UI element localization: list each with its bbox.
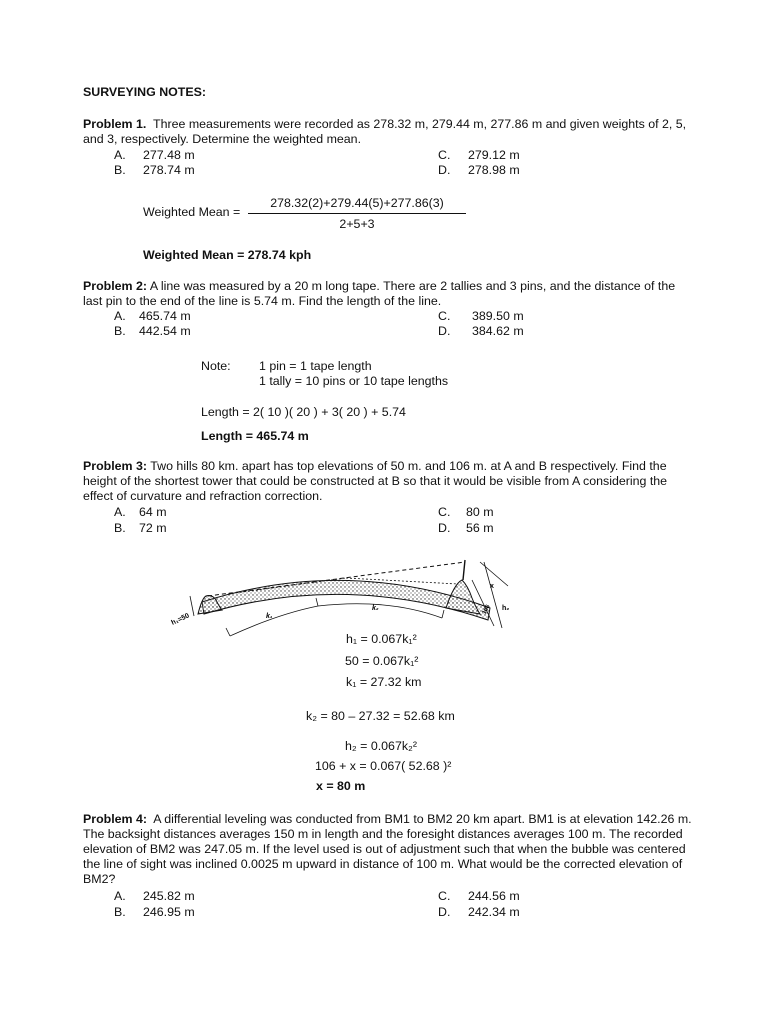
problem-3-statement [83, 459, 693, 504]
p2-choice-b-letter: B. [114, 324, 126, 338]
p3-answer: x = 80 m [316, 779, 366, 793]
p3-eq-4: k₂ = 80 – 27.32 = 52.68 km [306, 709, 455, 723]
p1-choice-d-letter: D. [438, 163, 451, 177]
p2-choice-d-letter: D. [438, 324, 451, 338]
p3-choice-a: 64 m [139, 505, 167, 519]
p2-calculation: Length = 2( 10 )( 20 ) + 3( 20 ) + 5.74 [201, 405, 406, 419]
p3-choice-b-letter: B. [114, 521, 126, 535]
page-heading: SURVEYING NOTES: [83, 85, 207, 99]
p2-choice-d: 384.62 m [472, 324, 524, 338]
problem-4-statement [83, 812, 693, 887]
p2-choice-a: 465.74 m [139, 309, 191, 323]
p1-choice-b: 278.74 m [143, 163, 195, 177]
p1-answer: Weighted Mean = 278.74 kph [143, 248, 312, 262]
p4-choice-c-letter: C. [438, 889, 451, 903]
p1-choice-c-letter: C. [438, 148, 451, 162]
p4-choice-b-letter: B. [114, 905, 126, 919]
p3-choice-c-letter: C. [438, 505, 451, 519]
problem-1-statement [83, 117, 693, 147]
problem-4-title: Problem 4: [83, 812, 148, 826]
problem-4-text: A differential leveling was conducted from BM1 to BM2 20 km apart. BM1 is at elevation 142.26 m. The backsight distances averages 150 m in length and the foresight distances averages 100 m. The recorded elevation of BM2 was 247.05 m. If the level used is out of adjustment such that when the bubble was centered the line of sight was inclined 0.0025 m upward in distance of 100 m. What would be the corrected elevation of BM2? [83, 812, 692, 886]
p1-formula-denominator: 2+5+3 [339, 217, 375, 231]
curvature-refraction-diagram [168, 558, 520, 640]
problem-1-title: Problem 1. [83, 117, 147, 131]
p1-choice-d: 278.98 m [468, 163, 520, 177]
p3-eq-6: 106 + x = 0.067( 52.68 )² [315, 759, 452, 773]
tower-line [463, 560, 465, 580]
p3-choice-d-letter: D. [438, 521, 451, 535]
p4-choice-a: 245.82 m [143, 889, 195, 903]
p1-choice-a-letter: A. [114, 148, 126, 162]
p1-weighted-mean-fraction [248, 196, 466, 231]
k2-dimension-line [318, 604, 442, 618]
p1-choice-b-letter: B. [114, 163, 126, 177]
problem-3-title: Problem 3: [83, 459, 148, 473]
p3-eq-2: 50 = 0.067k₁² [345, 654, 419, 668]
p3-choice-c: 80 m [466, 505, 494, 519]
p2-note-label: Note: [201, 359, 231, 373]
p3-choice-d: 56 m [466, 521, 494, 535]
p2-answer: Length = 465.74 m [201, 429, 309, 443]
label-k1: k₁ [266, 613, 273, 620]
p4-choice-d: 242.34 m [468, 905, 520, 919]
p1-choice-c: 279.12 m [468, 148, 520, 162]
problem-2-text: A line was measured by a 20 m long tape. There are 2 tallies and 3 pins, and the distance of the last pin to the end of the line is 5.74 m. Find the length of the line. [83, 279, 676, 308]
p3-eq-1: h₁ = 0.067k₁² [346, 632, 417, 646]
label-106: 106 [481, 603, 492, 616]
p3-choice-b: 72 m [139, 521, 167, 535]
problem-2-statement [83, 279, 693, 309]
label-x: x [490, 583, 494, 590]
p1-formula-label: Weighted Mean = [143, 205, 241, 219]
p4-choice-b: 246.95 m [143, 905, 195, 919]
label-h1: h₁=50 [170, 612, 191, 627]
p4-choice-a-letter: A. [114, 889, 126, 903]
problem-2-title: Problem 2: [83, 279, 148, 293]
p2-choice-c-letter: C. [438, 309, 451, 323]
problem-1-text: Three measurements were recorded as 278.32 m, 279.44 m, 277.86 m and given weights of 2, 5, and 3, respectively. Determine the weighted mean. [83, 117, 687, 146]
label-h2: h₂ [502, 605, 510, 612]
p3-eq-3: k₁ = 27.32 km [346, 675, 422, 689]
p1-choice-a: 277.48 m [143, 148, 195, 162]
problem-3-text: Two hills 80 km. apart has top elevations of 50 m. and 106 m. at A and B respectively. Find the height of the shortest tower that could be constructed at B so that it would be visible from A considering the effect of curvature and refraction correction. [83, 459, 668, 503]
p4-choice-d-letter: D. [438, 905, 451, 919]
p3-choice-a-letter: A. [114, 505, 126, 519]
hill-b [446, 580, 480, 614]
p2-choice-a-letter: A. [114, 309, 126, 323]
earth-surface-band [202, 580, 490, 620]
p4-choice-c: 244.56 m [468, 889, 520, 903]
p2-note-line-2: 1 tally = 10 pins or 10 tape lengths [259, 374, 449, 388]
p2-choice-c: 389.50 m [472, 309, 524, 323]
k1-dimension-line [230, 606, 318, 636]
label-k2: k₂ [372, 605, 379, 612]
p3-eq-5: h₂ = 0.067k₂² [345, 739, 417, 753]
p2-note-line-1: 1 pin = 1 tape length [259, 359, 372, 373]
p2-choice-b: 442.54 m [139, 324, 191, 338]
h1-dimension-line [190, 596, 194, 616]
p1-formula-numerator: 278.32(2)+279.44(5)+277.86(3) [270, 196, 444, 210]
x-dimension-line [480, 562, 508, 586]
